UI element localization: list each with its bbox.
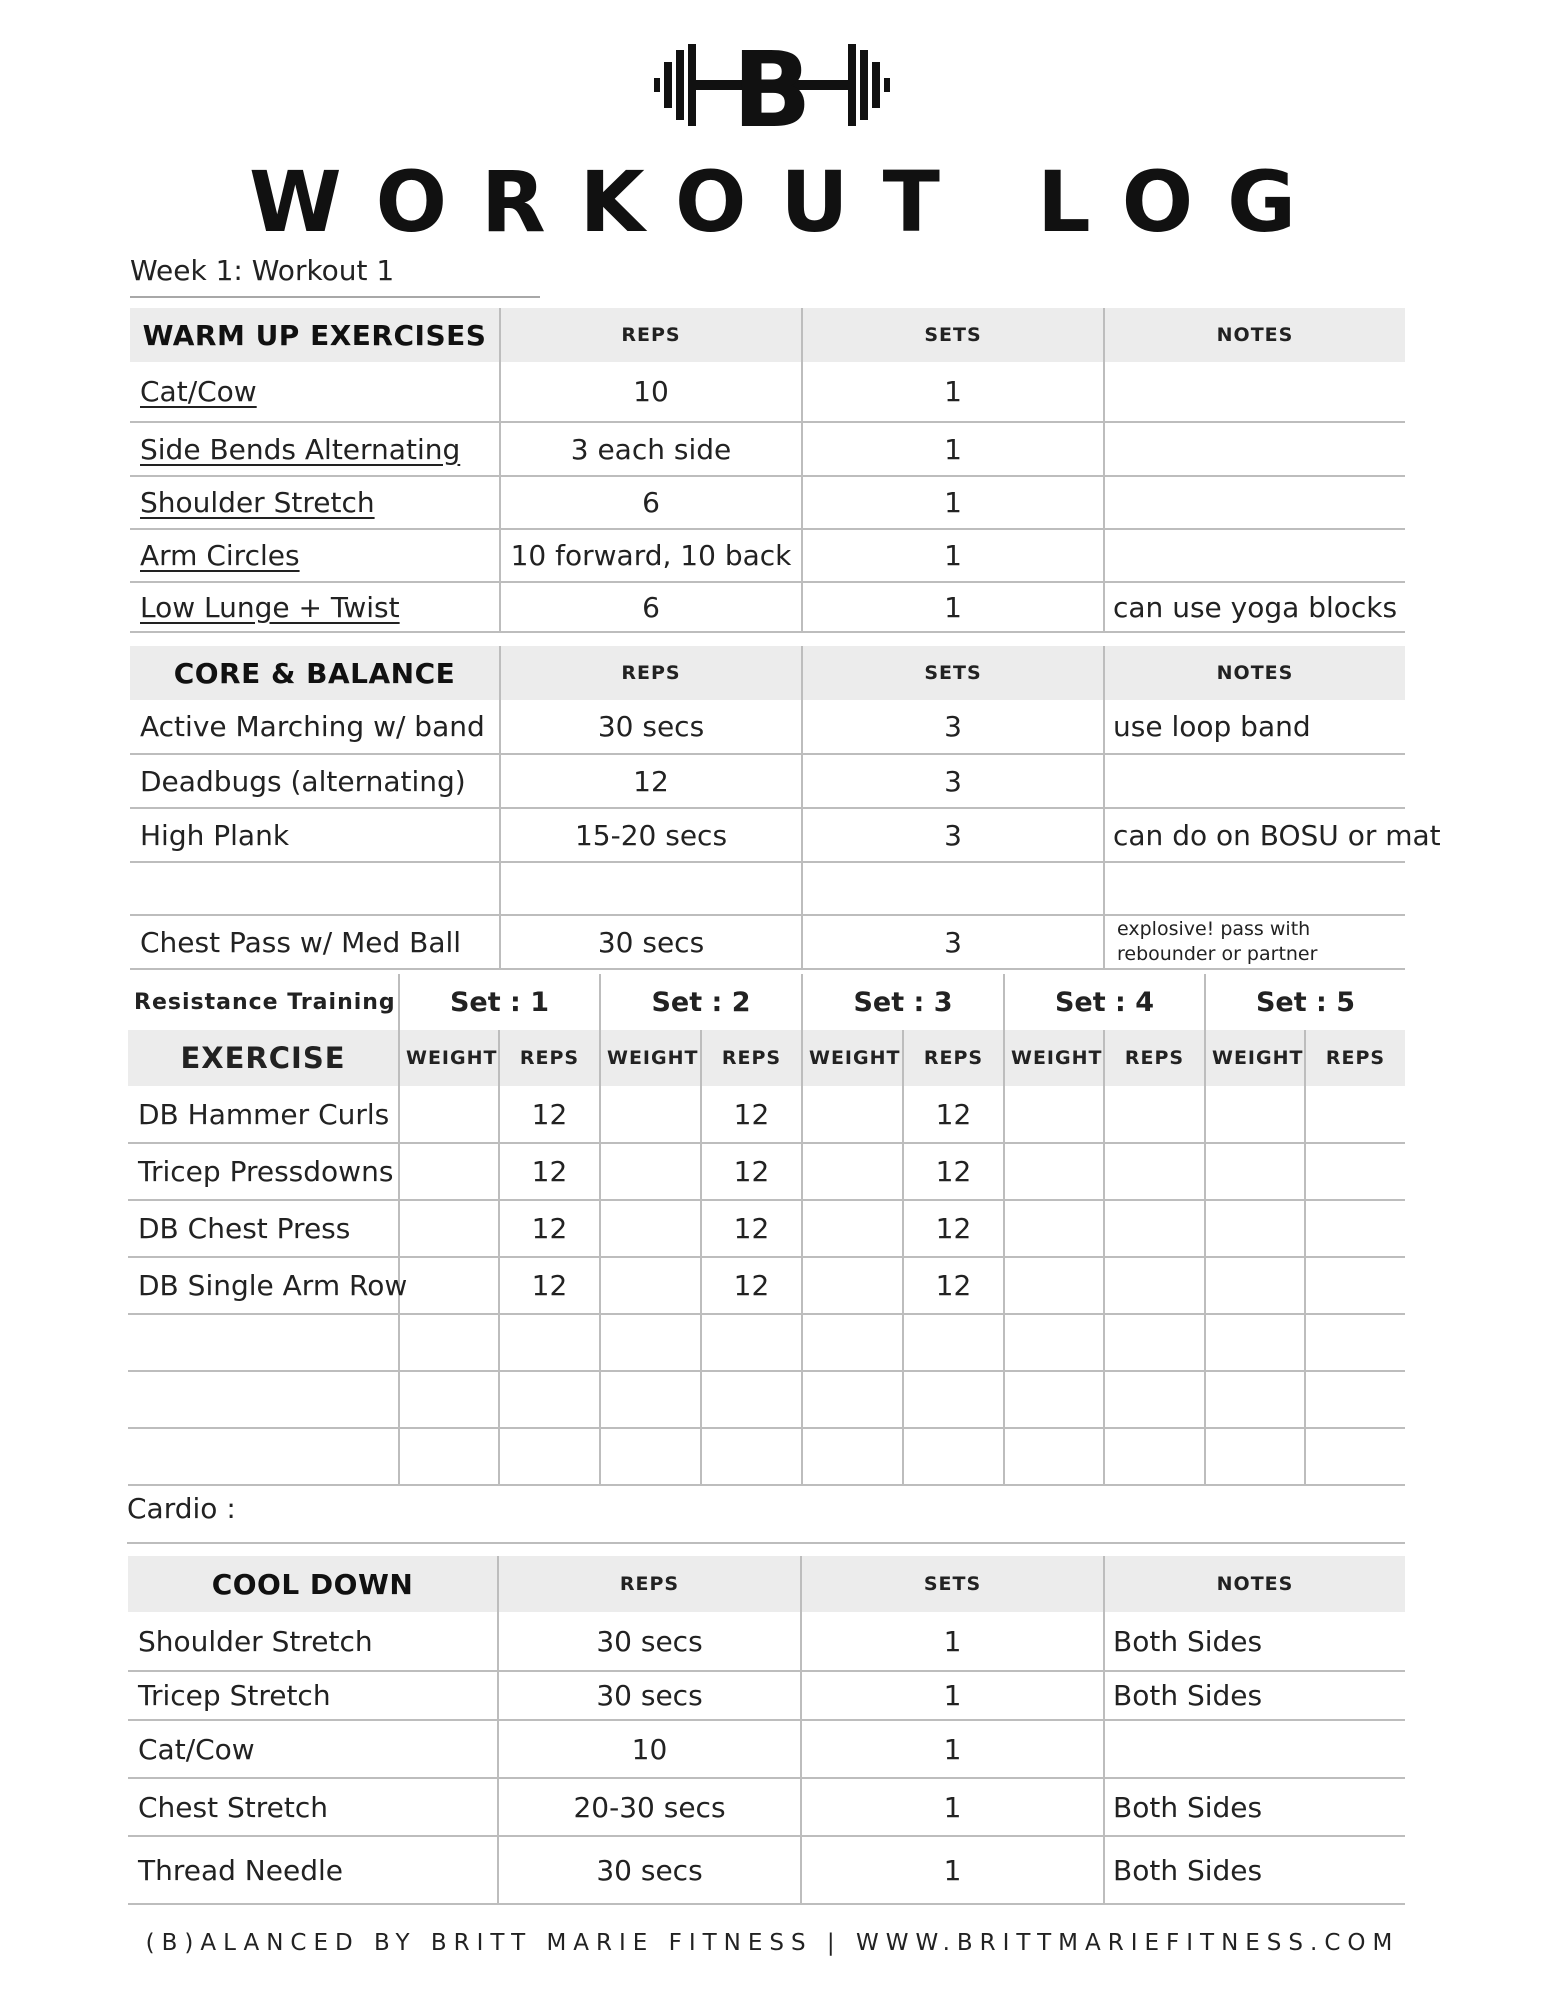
cooldown-row — [128, 1778, 1405, 1836]
weight-cell — [1004, 1086, 1104, 1143]
exercise-name: Active Marching w/ band — [130, 700, 500, 754]
reps-value: 10 — [500, 362, 802, 422]
reps-header: REPS — [1305, 1030, 1405, 1086]
reps-cell: 12 — [903, 1200, 1004, 1257]
reps-cell — [1305, 1428, 1405, 1485]
sets-value: 3 — [802, 754, 1104, 808]
exercise-name: Deadbugs (alternating) — [130, 754, 500, 808]
weight-cell — [1205, 1086, 1305, 1143]
weight-cell — [399, 1086, 499, 1143]
cooldown-row — [128, 1671, 1405, 1720]
reps-value: 6 — [500, 582, 802, 632]
exercise-name: Thread Needle — [128, 1836, 498, 1904]
reps-cell — [903, 1428, 1004, 1485]
reps-cell: 12 — [499, 1086, 600, 1143]
reps-cell: 12 — [499, 1257, 600, 1314]
weight-cell — [600, 1086, 701, 1143]
sets-value: 1 — [801, 1778, 1104, 1836]
reps-value: 6 — [500, 476, 802, 529]
warmup-row — [130, 529, 1405, 582]
reps-cell — [1305, 1371, 1405, 1428]
reps-cell — [499, 1428, 600, 1485]
exercise-name: Tricep Pressdowns — [128, 1143, 399, 1200]
weight-cell — [399, 1314, 499, 1371]
reps-cell — [1305, 1143, 1405, 1200]
reps-cell — [1305, 1200, 1405, 1257]
reps-cell: 12 — [499, 1200, 600, 1257]
weight-header: WEIGHT — [1004, 1030, 1104, 1086]
set-1-header: Set : 1 — [399, 974, 600, 1030]
exercise-name: Chest Stretch — [128, 1778, 498, 1836]
notes-value — [1104, 529, 1405, 582]
exercise-name: High Plank — [130, 808, 500, 862]
notes-value — [1104, 754, 1405, 808]
core-title: CORE & BALANCE — [130, 646, 500, 700]
reps-cell — [1104, 1314, 1205, 1371]
page-title: WORKOUT LOG — [248, 153, 1331, 251]
weight-cell — [399, 1428, 499, 1485]
weight-cell — [1004, 1314, 1104, 1371]
logo-letter: B — [732, 40, 812, 140]
exercise-name — [128, 1314, 399, 1371]
set-4-header: Set : 4 — [1004, 974, 1205, 1030]
warmup-table — [130, 308, 1405, 633]
sets-value — [802, 862, 1104, 915]
reps-cell — [1104, 1428, 1205, 1485]
exercise-name: Shoulder Stretch — [128, 1612, 498, 1671]
cooldown-row — [128, 1720, 1405, 1778]
notes-value: Both Sides — [1104, 1778, 1405, 1836]
notes-value: can use yoga blocks — [1104, 582, 1405, 632]
weight-cell — [600, 1200, 701, 1257]
reps-cell — [1104, 1200, 1205, 1257]
resistance-title: Resistance Training — [128, 974, 399, 1030]
weight-cell — [802, 1371, 903, 1428]
weight-cell — [1205, 1428, 1305, 1485]
reps-value: 30 secs — [500, 915, 802, 969]
cooldown-row — [128, 1612, 1405, 1671]
reps-cell — [1104, 1371, 1205, 1428]
weight-cell — [399, 1257, 499, 1314]
reps-value: 30 secs — [500, 700, 802, 754]
sets-value: 3 — [802, 808, 1104, 862]
reps-cell — [701, 1428, 802, 1485]
notes-value — [1104, 862, 1405, 915]
core-row — [130, 862, 1405, 915]
exercise-name: DB Chest Press — [128, 1200, 399, 1257]
exercise-name: Chest Pass w/ Med Ball — [130, 915, 500, 969]
notes-value — [1104, 476, 1405, 529]
cardio-line — [127, 1542, 1405, 1544]
cooldown-notes-header: NOTES — [1104, 1556, 1405, 1612]
exercise-name[interactable]: Shoulder Stretch — [130, 476, 500, 529]
sets-value: 1 — [802, 582, 1104, 632]
exercise-header: EXERCISE — [128, 1030, 399, 1086]
core-row — [130, 754, 1405, 808]
reps-value: 12 — [500, 754, 802, 808]
sets-value: 1 — [801, 1720, 1104, 1778]
core-notes-header: NOTES — [1104, 646, 1405, 700]
core-reps-header: REPS — [500, 646, 802, 700]
weight-cell — [600, 1371, 701, 1428]
core-row — [130, 808, 1405, 862]
reps-cell: 12 — [499, 1143, 600, 1200]
core-sets-header: SETS — [802, 646, 1104, 700]
cardio-label: Cardio : — [127, 1492, 236, 1525]
core-table — [130, 646, 1441, 970]
exercise-name — [128, 1371, 399, 1428]
weight-header: WEIGHT — [802, 1030, 903, 1086]
exercise-name[interactable]: Low Lunge + Twist — [130, 582, 500, 632]
notes-value — [1104, 362, 1405, 422]
cooldown-header-row — [128, 1556, 1405, 1612]
reps-value: 15-20 secs — [500, 808, 802, 862]
sets-value: 3 — [802, 915, 1104, 969]
resistance-row — [128, 1143, 1405, 1200]
exercise-name[interactable]: Arm Circles — [130, 529, 500, 582]
weight-cell — [399, 1200, 499, 1257]
resistance-row — [128, 1086, 1405, 1143]
weight-cell — [600, 1314, 701, 1371]
weight-cell — [399, 1371, 499, 1428]
weight-cell — [802, 1314, 903, 1371]
cooldown-sets-header: SETS — [801, 1556, 1104, 1612]
weight-cell — [1004, 1257, 1104, 1314]
weight-cell — [600, 1428, 701, 1485]
notes-value: use loop band — [1104, 700, 1405, 754]
exercise-name: Tricep Stretch — [128, 1671, 498, 1720]
resistance-set-row — [128, 974, 1405, 1030]
exercise-name: DB Single Arm Row — [128, 1257, 399, 1314]
reps-cell — [1305, 1257, 1405, 1314]
weight-cell — [802, 1086, 903, 1143]
reps-value — [500, 862, 802, 915]
resistance-row — [128, 1257, 1405, 1314]
notes-value: can do on BOSU or mat — [1104, 808, 1405, 862]
sets-value: 1 — [801, 1836, 1104, 1904]
reps-value: 30 secs — [498, 1612, 801, 1671]
sets-value: 3 — [802, 700, 1104, 754]
warmup-row — [130, 362, 1405, 422]
weight-cell — [802, 1200, 903, 1257]
barbell-b-icon — [652, 40, 892, 140]
reps-cell — [1104, 1086, 1205, 1143]
exercise-name: DB Hammer Curls — [128, 1086, 399, 1143]
resistance-row — [128, 1371, 1405, 1428]
cooldown-reps-header: REPS — [498, 1556, 801, 1612]
weight-cell — [600, 1257, 701, 1314]
cooldown-row — [128, 1836, 1405, 1904]
week-label: Week 1: Workout 1 — [130, 254, 395, 287]
weight-cell — [802, 1143, 903, 1200]
reps-cell — [903, 1371, 1004, 1428]
reps-value: 10 — [498, 1720, 801, 1778]
weight-header: WEIGHT — [1205, 1030, 1305, 1086]
weight-cell — [1205, 1200, 1305, 1257]
sets-value: 1 — [801, 1671, 1104, 1720]
weight-cell — [802, 1428, 903, 1485]
sets-value: 1 — [802, 362, 1104, 422]
reps-value: 20-30 secs — [498, 1778, 801, 1836]
reps-cell — [1305, 1314, 1405, 1371]
reps-value: 10 forward, 10 back — [500, 529, 802, 582]
reps-cell — [1305, 1086, 1405, 1143]
weight-header: WEIGHT — [399, 1030, 499, 1086]
warmup-header-row — [130, 308, 1405, 362]
core-row — [130, 915, 1405, 969]
notes-value: Both Sides — [1104, 1671, 1405, 1720]
reps-cell: 12 — [701, 1143, 802, 1200]
reps-value: 3 each side — [500, 422, 802, 476]
weight-cell — [1004, 1371, 1104, 1428]
core-header-row — [130, 646, 1405, 700]
reps-cell — [499, 1314, 600, 1371]
warmup-title: WARM UP EXERCISES — [130, 308, 500, 362]
reps-cell: 12 — [701, 1200, 802, 1257]
warmup-notes-header: NOTES — [1104, 308, 1405, 362]
exercise-name: Cat/Cow — [128, 1720, 498, 1778]
warmup-row — [130, 476, 1405, 529]
reps-header: REPS — [499, 1030, 600, 1086]
resistance-row — [128, 1200, 1405, 1257]
weight-cell — [600, 1143, 701, 1200]
reps-cell — [499, 1371, 600, 1428]
weight-cell — [1004, 1428, 1104, 1485]
resistance-table — [128, 974, 1405, 1486]
warmup-sets-header: SETS — [802, 308, 1104, 362]
exercise-name — [128, 1428, 399, 1485]
weight-cell — [1004, 1200, 1104, 1257]
reps-value: 30 secs — [498, 1671, 801, 1720]
weight-header: WEIGHT — [600, 1030, 701, 1086]
reps-header: REPS — [903, 1030, 1004, 1086]
set-5-header: Set : 5 — [1205, 974, 1405, 1030]
core-row — [130, 700, 1405, 754]
notes-value — [1104, 1720, 1405, 1778]
reps-cell: 12 — [701, 1086, 802, 1143]
reps-cell — [1104, 1143, 1205, 1200]
reps-cell — [1104, 1257, 1205, 1314]
weight-cell — [1205, 1143, 1305, 1200]
notes-value — [1104, 422, 1405, 476]
reps-cell: 12 — [701, 1257, 802, 1314]
set-3-header: Set : 3 — [802, 974, 1004, 1030]
weight-cell — [1205, 1371, 1305, 1428]
resistance-row — [128, 1428, 1405, 1485]
reps-cell: 12 — [903, 1086, 1004, 1143]
sets-value: 1 — [802, 422, 1104, 476]
reps-value: 30 secs — [498, 1836, 801, 1904]
warmup-reps-header: REPS — [500, 308, 802, 362]
reps-cell: 12 — [903, 1143, 1004, 1200]
warmup-row — [130, 422, 1405, 476]
weight-cell — [399, 1143, 499, 1200]
sets-value: 1 — [802, 476, 1104, 529]
resistance-row — [128, 1314, 1405, 1371]
resistance-column-header-row — [128, 1030, 1405, 1086]
weight-cell — [1205, 1257, 1305, 1314]
reps-header: REPS — [1104, 1030, 1205, 1086]
notes-value: Both Sides — [1104, 1836, 1405, 1904]
exercise-name[interactable]: Side Bends Alternating — [130, 422, 500, 476]
weight-cell — [802, 1257, 903, 1314]
footer-text: (B)ALANCED BY BRITT MARIE FITNESS | WWW.BRITTMARIEFITNESS.COM — [145, 1930, 1400, 1956]
weight-cell — [1205, 1314, 1305, 1371]
notes-value: explosive! pass with rebounder or partner — [1104, 915, 1405, 969]
reps-cell — [701, 1371, 802, 1428]
sets-value: 1 — [802, 529, 1104, 582]
sets-value: 1 — [801, 1612, 1104, 1671]
notes-value: Both Sides — [1104, 1612, 1405, 1671]
reps-cell — [701, 1314, 802, 1371]
reps-cell: 12 — [903, 1257, 1004, 1314]
cooldown-title: COOL DOWN — [128, 1556, 498, 1612]
set-2-header: Set : 2 — [600, 974, 802, 1030]
exercise-name — [130, 862, 500, 915]
cooldown-table — [128, 1556, 1405, 1905]
week-underline — [130, 296, 540, 298]
reps-cell — [903, 1314, 1004, 1371]
warmup-row — [130, 582, 1405, 632]
weight-cell — [1004, 1143, 1104, 1200]
reps-header: REPS — [701, 1030, 802, 1086]
exercise-name[interactable]: Cat/Cow — [130, 362, 500, 422]
